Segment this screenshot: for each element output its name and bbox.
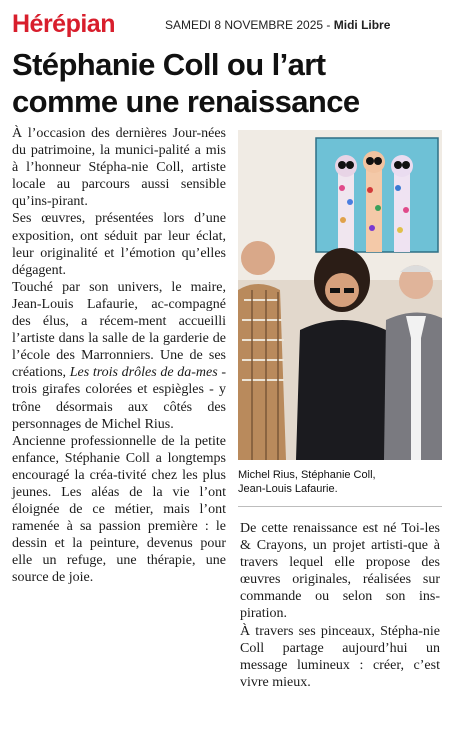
paragraph-1: À l’occasion des dernières Jour-nées du patrimoine, la munici-palité a mis à l’honneur Stépha-nie Coll, artiste locale au parcours aussi sensible qu’ins-pirant. (12, 126, 226, 210)
publication-name: Midi Libre (333, 18, 391, 32)
article-photo (238, 130, 442, 460)
article-headline (12, 46, 444, 120)
headline-line-1: Stéphanie Coll ou l’art (12, 47, 326, 82)
page-header (12, 10, 442, 38)
dateline-separator: - (323, 18, 334, 32)
section-title: Hérépian (12, 10, 115, 38)
caption-divider (238, 506, 442, 507)
paragraph-3-end: - trois girafes colorées et espiègles - y trône désormais aux côtés des personnages de Michel Rius. (12, 365, 226, 432)
paragraph-5: De cette renaissance est né Toi-les & Crayons, un projet artisti-que à travers lequel elle propose des œuvres originales, réalisées sur commande ou selon son ins-piration. (240, 521, 440, 622)
paragraph-3-start: Touché par son univers, le maire, Jean-Louis Lafaurie, ac-compagné des élus, a récem-ment accueilli l’artiste dans la salle de la garderie de l’école des Marronniers. Une de ses créations, (12, 279, 226, 381)
giraffe-painting (316, 138, 438, 252)
artwork-title: Les trois drôles de da-mes (69, 365, 218, 381)
paragraph-3 (12, 279, 226, 433)
group-photo-illustration (238, 130, 442, 460)
paragraph-2: Ses œuvres, présentées lors d’une exposition, ont séduit par leur éclat, leur originalité et l’émotion qu’elles dégagent. (12, 211, 226, 278)
article-right-column (240, 520, 440, 691)
paragraph-4: Ancienne professionnelle de la petite enfance, Stéphanie Coll a longtemps encouragé la créa-tivité chez les plus jeunes. Les aléas de la vie l’ont éloignée de ce métier, mais l’ont ramenée à sa passion première : le dessin et la peinture, devenus pour elle un refuge, une thérapie, une source de joie. (12, 433, 226, 586)
caption-line-2: Jean-Louis Lafaurie. (238, 483, 338, 495)
article-left-column (12, 125, 226, 587)
publication-date: SAMEDI 8 NOVEMBRE 2025 (165, 18, 324, 32)
caption-line-1: Michel Rius, Stéphanie Coll, (238, 469, 376, 481)
paragraph-6: À travers ses pinceaux, Stépha-nie Coll partage aujourd’hui un message lumineux : créer, c’est vivre mieux. (240, 623, 440, 690)
dateline (165, 18, 390, 32)
headline-line-2: comme une renaissance (12, 84, 360, 119)
photo-caption (238, 468, 442, 496)
